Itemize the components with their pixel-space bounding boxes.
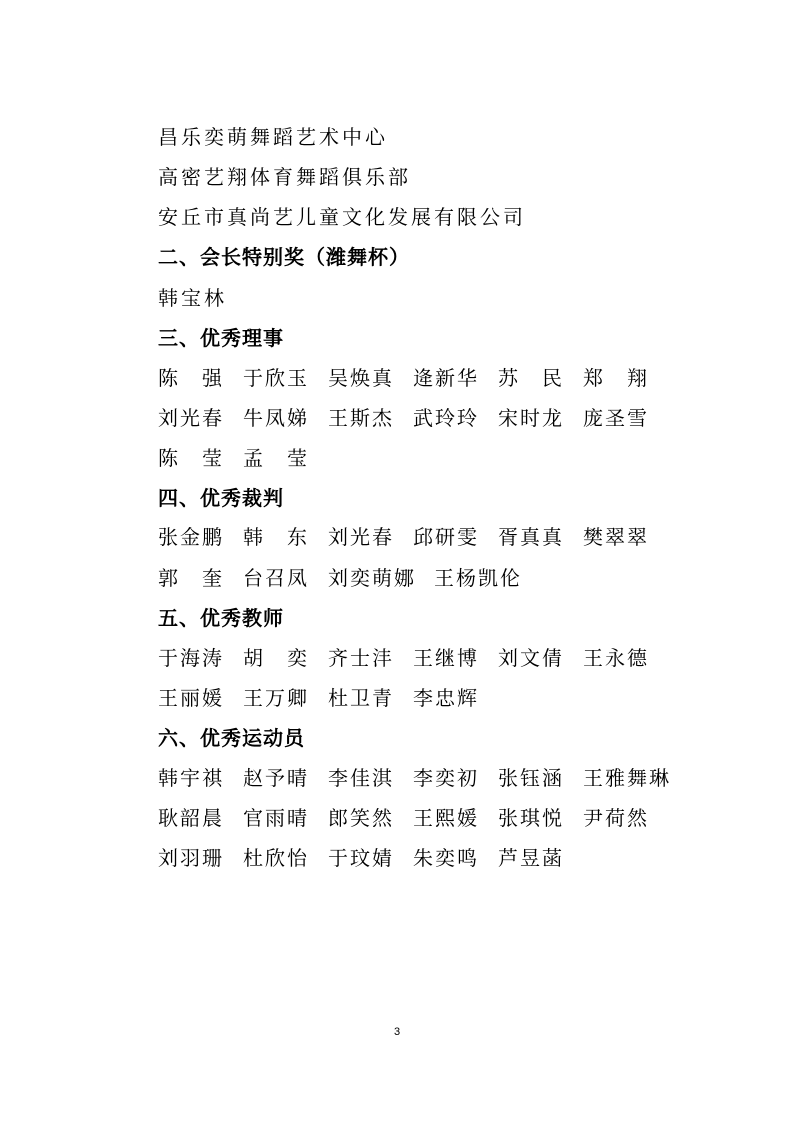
name-cell: 李佳淇 (328, 766, 394, 790)
name-cell: 韩 东 (243, 525, 309, 549)
name-cell: 刘光春 (328, 525, 394, 549)
name-cell: 张钰涵 (498, 766, 564, 790)
name-cell: 邱研雯 (413, 525, 479, 549)
name-cell: 王万卿 (243, 686, 309, 710)
name-cell: 刘奕萌娜 (328, 566, 416, 590)
name-cell: 杜欣怡 (243, 846, 309, 870)
name-cell: 韩宇祺 (158, 766, 224, 790)
name-cell: 陈 莹 (158, 446, 224, 470)
name-cell: 郭 奎 (158, 566, 224, 590)
name-cell: 郎笑然 (328, 806, 394, 830)
name-cell: 郑 翔 (583, 366, 649, 390)
name-cell: 胡 奕 (243, 646, 309, 670)
name-cell: 杜卫青 (328, 686, 394, 710)
name-cell: 王熙媛 (413, 806, 479, 830)
name-cell: 台召凤 (243, 566, 309, 590)
name-cell: 孟 莹 (243, 446, 309, 470)
name-cell: 张金鹏 (158, 525, 224, 549)
section-heading-judges: 四、优秀裁判 (158, 486, 284, 510)
name-cell: 张琪悦 (498, 806, 564, 830)
org-line-2: 高密艺翔体育舞蹈俱乐部 (158, 165, 411, 189)
name-cell: 尹荷然 (583, 806, 649, 830)
org-line-3: 安丘市真尚艺儿童文化发展有限公司 (158, 205, 526, 229)
name-cell: 李奕初 (413, 766, 479, 790)
name-cell: 赵予晴 (243, 766, 309, 790)
name-cell: 宋时龙 (498, 406, 564, 430)
name-cell: 王丽媛 (158, 686, 224, 710)
name-cell: 王雅舞琳 (583, 766, 671, 790)
section-heading-directors: 三、优秀理事 (158, 326, 284, 350)
section-heading-president-award: 二、会长特别奖（潍舞杯） (158, 245, 410, 269)
name-cell: 庞圣雪 (583, 406, 649, 430)
name-cell: 陈 强 (158, 366, 224, 390)
name-cell: 于欣玉 (243, 366, 309, 390)
name-cell: 于玟婧 (328, 846, 394, 870)
name-cell: 吴焕真 (328, 366, 394, 390)
name-cell: 牛凤娣 (243, 406, 309, 430)
name-cell: 樊翠翠 (583, 525, 649, 549)
section-heading-athletes: 六、优秀运动员 (158, 726, 305, 750)
name-cell: 胥真真 (498, 525, 564, 549)
name-cell: 芦昱菡 (498, 846, 564, 870)
name-cell: 逄新华 (413, 366, 479, 390)
name-cell: 刘羽珊 (158, 846, 224, 870)
name-cell: 齐士沣 (328, 646, 394, 670)
name-cell: 耿韶晨 (158, 806, 224, 830)
name-cell: 李忠辉 (413, 686, 479, 710)
org-line-1: 昌乐奕萌舞蹈艺术中心 (158, 125, 388, 149)
name-cell: 官雨晴 (243, 806, 309, 830)
president-award-name: 韩宝林 (158, 286, 227, 310)
name-cell: 王继博 (413, 646, 479, 670)
section-heading-teachers: 五、优秀教师 (158, 606, 284, 630)
name-cell: 王斯杰 (328, 406, 394, 430)
name-cell: 苏 民 (498, 366, 564, 390)
name-cell: 刘文倩 (498, 646, 564, 670)
page-number: 3 (393, 1026, 401, 1038)
name-cell: 武玲玲 (413, 406, 479, 430)
name-cell: 刘光春 (158, 406, 224, 430)
name-cell: 王永德 (583, 646, 649, 670)
name-cell: 于海涛 (158, 646, 224, 670)
name-cell: 朱奕鸣 (413, 846, 479, 870)
name-cell: 王杨凯伦 (434, 566, 522, 590)
